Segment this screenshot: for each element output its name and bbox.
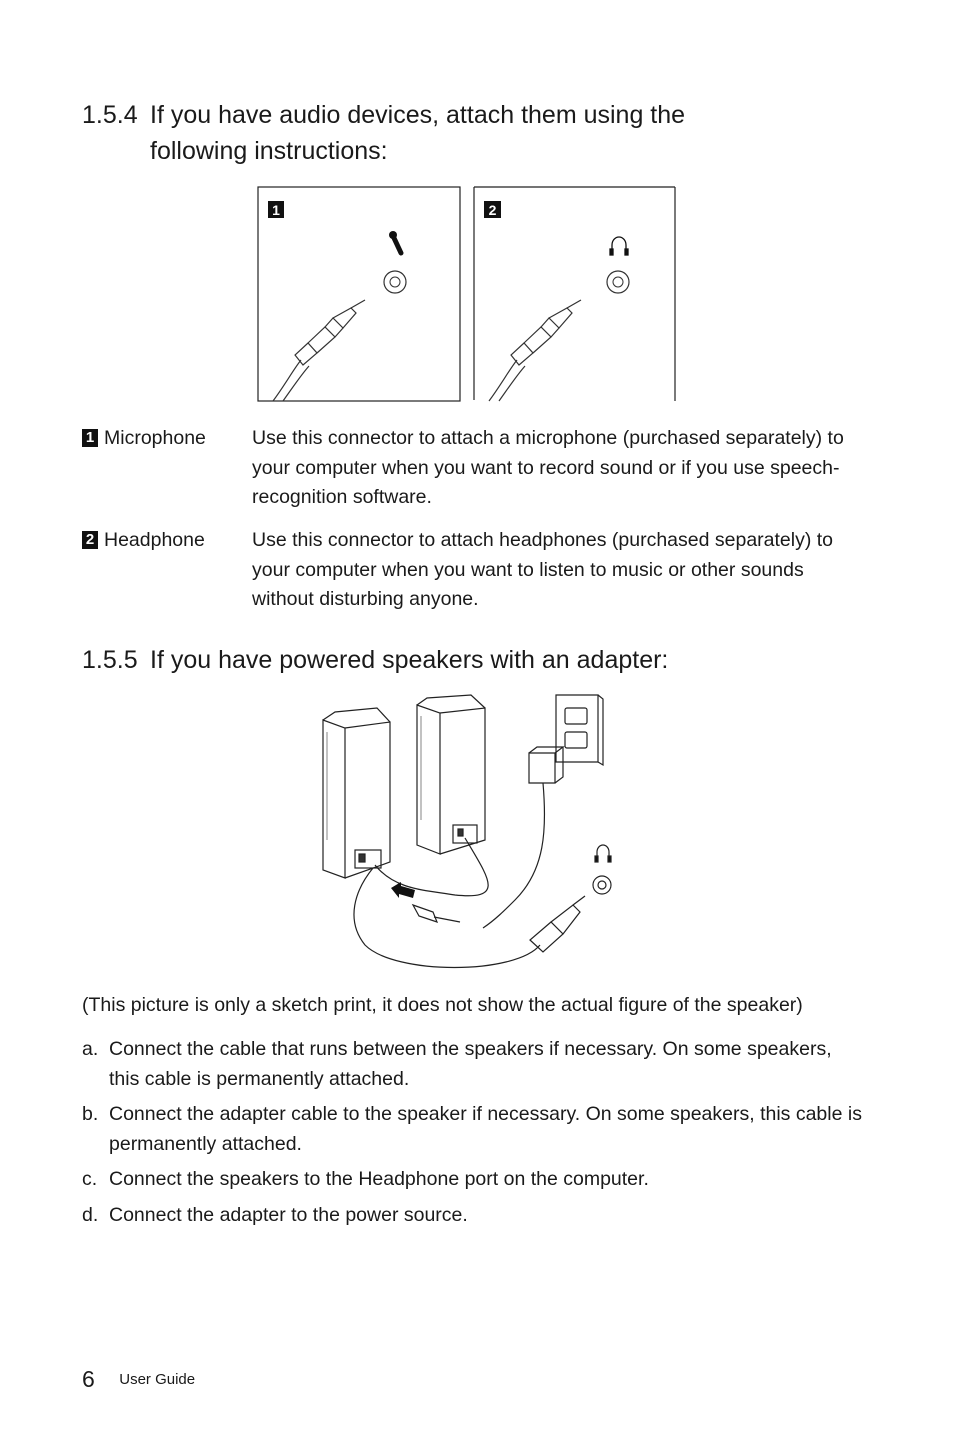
term-microphone xyxy=(82,424,252,454)
section-1-5-4-heading xyxy=(82,97,685,169)
right-speaker xyxy=(417,695,485,854)
callout-1: 1 xyxy=(272,202,280,218)
page-footer xyxy=(82,1366,195,1393)
step-item xyxy=(82,1100,862,1159)
term-label: Headphone xyxy=(104,529,205,551)
section-title-line2: following instructions: xyxy=(150,137,388,165)
sketch-note: (This picture is only a sketch print, it does not show the actual figure of the speaker) xyxy=(82,994,803,1016)
headphone-jack xyxy=(607,271,629,293)
speaker-output-cable xyxy=(354,868,540,968)
power-adapter xyxy=(529,747,563,783)
step-letter: b. xyxy=(82,1103,99,1125)
callout-2: 2 xyxy=(488,202,497,218)
callout-badge-1: 1 xyxy=(82,429,98,447)
adapter-cable xyxy=(483,783,545,928)
footer-label: User Guide xyxy=(119,1371,196,1388)
step-item xyxy=(82,1201,862,1231)
headphone-icon xyxy=(595,845,611,862)
callout-badge-2: 2 xyxy=(82,531,98,549)
headphone-plug xyxy=(489,300,581,401)
term-headphone xyxy=(82,526,252,556)
step-letter: d. xyxy=(82,1203,99,1226)
headphone-icon xyxy=(610,237,628,255)
term-label: Microphone xyxy=(104,427,206,449)
panel-microphone xyxy=(258,187,460,401)
section-title: If you have powered speakers with an adapter: xyxy=(150,646,669,674)
microphone-jack xyxy=(384,271,406,293)
step-letter: c. xyxy=(82,1168,98,1190)
page-number: 6 xyxy=(82,1366,95,1392)
step-text: Connect the speakers to the Headphone port on the computer. xyxy=(109,1168,649,1190)
panel-headphone xyxy=(474,187,675,401)
section-title-line1: If you have audio devices, attach them using the xyxy=(150,101,686,129)
audio-connectors-figure xyxy=(255,185,680,405)
speaker-link-cable xyxy=(375,838,488,896)
step-text: Connect the cable that runs between the speakers if necessary. On some speakers, this cable is permanently attached. xyxy=(109,1038,832,1090)
speaker-plug xyxy=(530,922,563,952)
step-item xyxy=(82,1165,862,1195)
left-speaker xyxy=(323,708,390,878)
microphone-plug xyxy=(273,300,365,401)
description-microphone: Use this connector to attach a microphone (purchased separately) to your computer when you want to record sound or if you use speech-recognition software. xyxy=(252,427,844,508)
step-item xyxy=(82,1035,862,1094)
microphone-icon xyxy=(389,231,401,253)
step-list xyxy=(82,1035,862,1236)
step-text: Connect the adapter to the power source. xyxy=(109,1203,468,1226)
step-letter: a. xyxy=(82,1038,99,1060)
step-text: Connect the adapter cable to the speaker if necessary. On some speakers, this cable is permanently attached. xyxy=(109,1103,862,1155)
section-number: 1.5.4 xyxy=(82,101,138,129)
section-number: 1.5.5 xyxy=(82,646,138,674)
description-headphone: Use this connector to attach headphones (purchased separately) to your computer when you want to listen to music or other sounds without disturbing anyone. xyxy=(252,529,834,610)
headphone-jack xyxy=(593,876,611,894)
powered-speakers-figure xyxy=(315,690,620,975)
section-1-5-5-heading xyxy=(82,642,668,678)
